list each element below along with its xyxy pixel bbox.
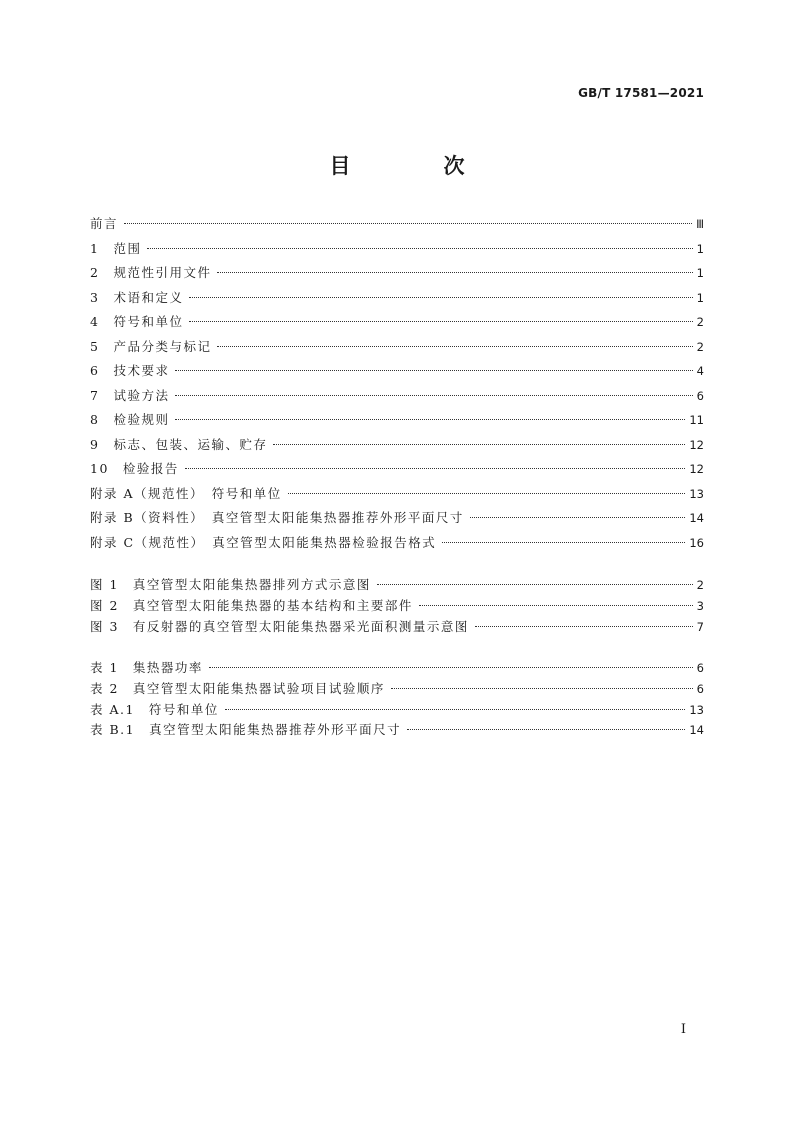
toc-entry[interactable] xyxy=(90,508,704,533)
dot-leader xyxy=(475,626,693,627)
dot-leader xyxy=(391,688,693,689)
toc-entry-page: 4 xyxy=(696,364,704,378)
dot-leader xyxy=(189,297,692,298)
toc-entry[interactable] xyxy=(90,700,704,721)
dot-leader xyxy=(217,346,692,347)
dot-leader xyxy=(442,542,685,543)
toc-entry-page: 13 xyxy=(689,486,704,501)
toc-entry-label: 附录 B（资料性） 真空管型太阳能集热器推荐外形平面尺寸 xyxy=(90,510,464,525)
toc-entry-label: 9 标志、包装、运输、贮存 xyxy=(90,436,268,452)
dot-leader xyxy=(273,444,685,445)
dot-leader xyxy=(175,370,692,371)
toc-entry-label: 附录 C（规范性） 真空管型太阳能集热器检验报告格式 xyxy=(90,534,437,550)
toc-entry-label: 表 B.1 真空管型太阳能集热器推荐外形平面尺寸 xyxy=(90,722,402,738)
toc-entry-page: 6 xyxy=(696,388,704,403)
toc-entry[interactable] xyxy=(90,533,704,558)
toc-entry-page: 13 xyxy=(689,702,704,717)
toc-figures-list xyxy=(90,575,704,637)
toc-entry[interactable] xyxy=(90,720,704,741)
toc-entry[interactable] xyxy=(90,214,704,239)
dot-leader xyxy=(175,419,685,420)
toc-entry-page: 2 xyxy=(696,339,704,354)
toc-entry-page: 1 xyxy=(696,290,704,305)
dot-leader xyxy=(147,248,692,249)
toc-entry-page: 16 xyxy=(689,535,704,550)
dot-leader xyxy=(209,667,693,668)
toc-entry[interactable] xyxy=(90,459,704,484)
dot-leader xyxy=(225,709,685,710)
toc-entry[interactable] xyxy=(90,288,704,313)
dot-leader xyxy=(124,223,692,224)
toc-entry-label: 4 符号和单位 xyxy=(90,314,184,329)
toc-entry-label: 前言 xyxy=(90,216,119,231)
toc-entry-label: 10 检验报告 xyxy=(90,461,179,476)
toc-entry-label: 图 1 真空管型太阳能集热器排列方式示意图 xyxy=(90,577,371,592)
toc-entry-page: Ⅲ xyxy=(696,217,704,231)
toc-entry-label: 表 1 集热器功率 xyxy=(90,660,203,675)
dot-leader xyxy=(419,605,693,606)
toc-entry-label: 附录 A（规范性） 符号和单位 xyxy=(90,485,282,501)
toc-entry-label: 7 试验方法 xyxy=(90,387,170,403)
toc-entry-page: 1 xyxy=(696,266,704,280)
dot-leader xyxy=(377,584,693,585)
dot-leader xyxy=(189,321,692,322)
toc-entry[interactable] xyxy=(90,484,704,509)
toc-entry-label: 图 3 有反射器的真空管型太阳能集热器采光面积测量示意图 xyxy=(90,618,469,634)
toc-entry[interactable] xyxy=(90,312,704,337)
toc-entry[interactable] xyxy=(90,386,704,411)
toc-main-list xyxy=(90,214,704,557)
toc-entry-label: 表 A.1 符号和单位 xyxy=(90,701,219,717)
toc-tables-list xyxy=(90,658,704,741)
toc-entry-label: 图 2 真空管型太阳能集热器的基本结构和主要部件 xyxy=(90,597,413,613)
toc-entry-label: 1 范围 xyxy=(90,240,142,256)
toc-entry[interactable] xyxy=(90,575,704,596)
page-title: 目 次 xyxy=(329,154,501,178)
toc-entry[interactable] xyxy=(90,658,704,679)
toc-entry-page: 14 xyxy=(689,723,704,738)
toc-entry[interactable] xyxy=(90,435,704,460)
toc-entry-page: 14 xyxy=(689,511,704,525)
toc-entry-label: 2 规范性引用文件 xyxy=(90,265,212,280)
toc-entry[interactable] xyxy=(90,337,704,362)
page-number: I xyxy=(680,1022,686,1037)
toc-entry-page: 12 xyxy=(689,437,704,452)
toc-entry-page: 6 xyxy=(696,661,704,675)
toc-entry-page: 2 xyxy=(696,315,704,329)
dot-leader xyxy=(175,395,692,396)
dot-leader xyxy=(217,272,692,273)
toc-entry-label: 5 产品分类与标记 xyxy=(90,338,212,354)
dot-leader xyxy=(470,517,685,518)
toc-entry[interactable] xyxy=(90,263,704,288)
toc-entry[interactable] xyxy=(90,617,704,638)
dot-leader xyxy=(407,729,685,730)
toc-entry-page: 11 xyxy=(689,413,704,427)
toc-entry[interactable] xyxy=(90,410,704,435)
toc-entry[interactable] xyxy=(90,596,704,617)
toc-entry-page: 12 xyxy=(689,462,704,476)
toc-entry[interactable] xyxy=(90,239,704,264)
toc-entry-label: 表 2 真空管型太阳能集热器试验项目试验顺序 xyxy=(90,680,385,696)
dot-leader xyxy=(288,493,686,494)
toc-entry-label: 8 检验规则 xyxy=(90,412,170,427)
toc-entry-page: 6 xyxy=(696,681,704,696)
toc-entry[interactable] xyxy=(90,679,704,700)
toc-entry-page: 7 xyxy=(696,619,704,634)
toc-entry-label: 6 技术要求 xyxy=(90,363,170,378)
toc-entry[interactable] xyxy=(90,361,704,386)
toc-entry-page: 3 xyxy=(696,598,704,613)
toc-entry-page: 1 xyxy=(696,241,704,256)
toc-entry-page: 2 xyxy=(696,578,704,592)
toc-entry-label: 3 术语和定义 xyxy=(90,289,184,305)
standard-code: GB/T 17581—2021 xyxy=(578,86,704,100)
dot-leader xyxy=(185,468,685,469)
